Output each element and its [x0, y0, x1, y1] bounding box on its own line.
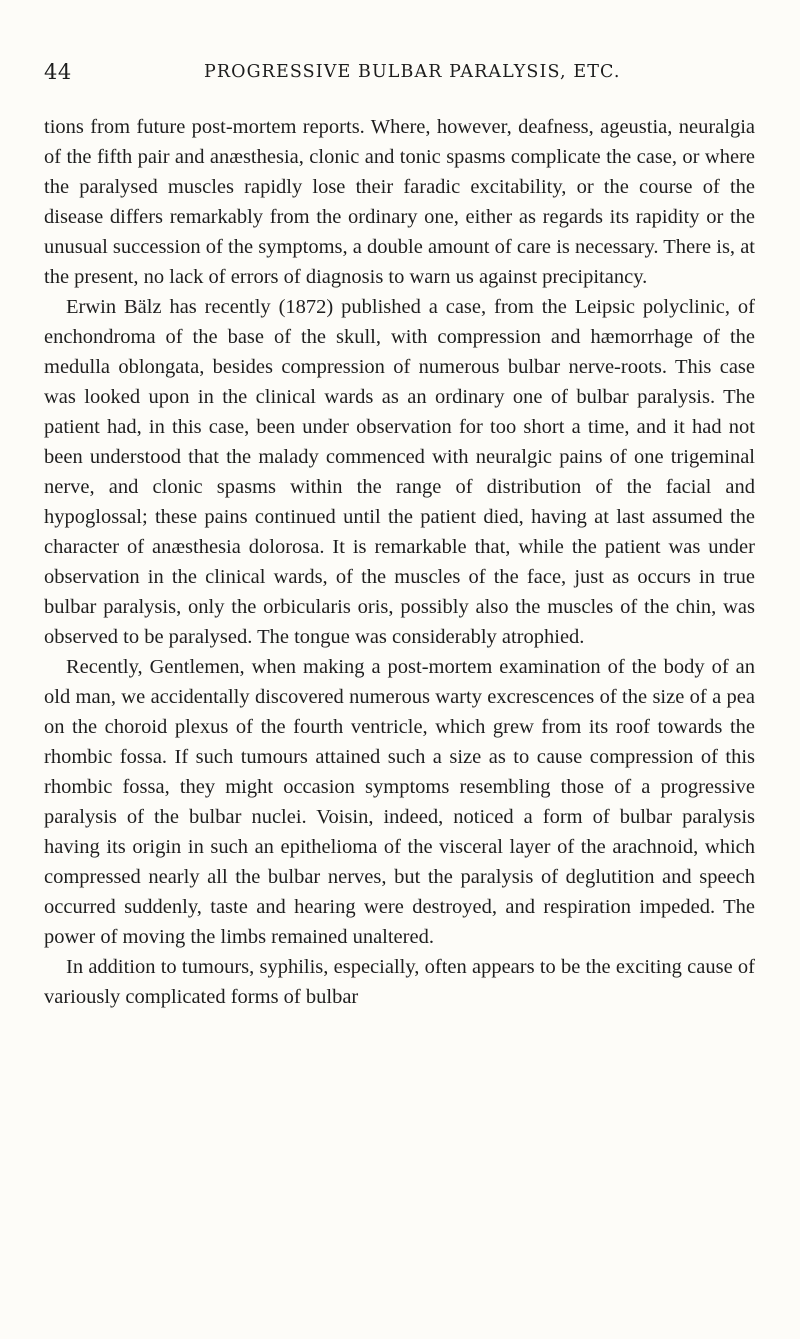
paragraph-continued: tions from future post-mortem reports. Where, however, deafness, ageustia, neuralgia of the fifth pair and anæsthesia, clonic and tonic spasms complicate the case, or where the paralysed muscles rapidly lose their faradic excitability, or the course of the disease differs remarkably from the ordinary one, either as regards its rapidity or the unusual succession of the symptoms, a double amount of care is necessary. There is, at the present, no lack of errors of diagnosis to warn us against precipitancy.	[44, 116, 755, 288]
page-header	[44, 52, 757, 92]
running-title: PROGRESSIVE BULBAR PARALYSIS, ETC.	[204, 62, 621, 82]
paragraph-syphilis: In addition to tumours, syphilis, especially, often appears to be the exciting cause of variously complicated forms of bulbar	[44, 956, 755, 1008]
paragraph-post-mortem: Recently, Gentlemen, when making a post-mortem examination of the body of an old man, we accidentally discovered numerous warty excrescences of the size of a pea on the choroid plexus of the fourth ventricle, which grew from its roof towards the rhombic fossa. If such tumours attained such a size as to cause compression of this rhombic fossa, they might occasion symptoms resembling those of a progressive paralysis of the bulbar nuclei. Voisin, indeed, noticed a form of bulbar paralysis having its origin in such an epithelioma of the visceral layer of the arachnoid, which compressed nearly all the bulbar nerves, but the paralysis of deglutition and speech occurred suddenly, taste and hearing were destroyed, and respiration impeded. The power of moving the limbs remained unaltered.	[44, 656, 755, 948]
paragraph-balz-case: Erwin Bälz has recently (1872) published a case, from the Leipsic polyclinic, of enchondroma of the base of the skull, with compression and hæmorrhage of the medulla oblongata, besides compression of numerous bulbar nerve-roots. This case was looked upon in the clinical wards as an ordinary one of bulbar paralysis. The patient had, in this case, been under observation for too short a time, and it had not been understood that the malady commenced with neuralgic pains of one trigeminal nerve, and clonic spasms within the range of distribution of the facial and hypoglossal; these pains continued until the patient died, having at last assumed the character of anæsthesia dolorosa. It is remarkable that, while the patient was under observation in the clinical wards, of the muscles of the face, just as occurs in true bulbar paralysis, only the orbicularis oris, possibly also the muscles of the chin, was observed to be paralysed. The tongue was considerably atrophied.	[44, 296, 755, 648]
page-number: 44	[44, 60, 72, 84]
body-text	[44, 112, 755, 1012]
